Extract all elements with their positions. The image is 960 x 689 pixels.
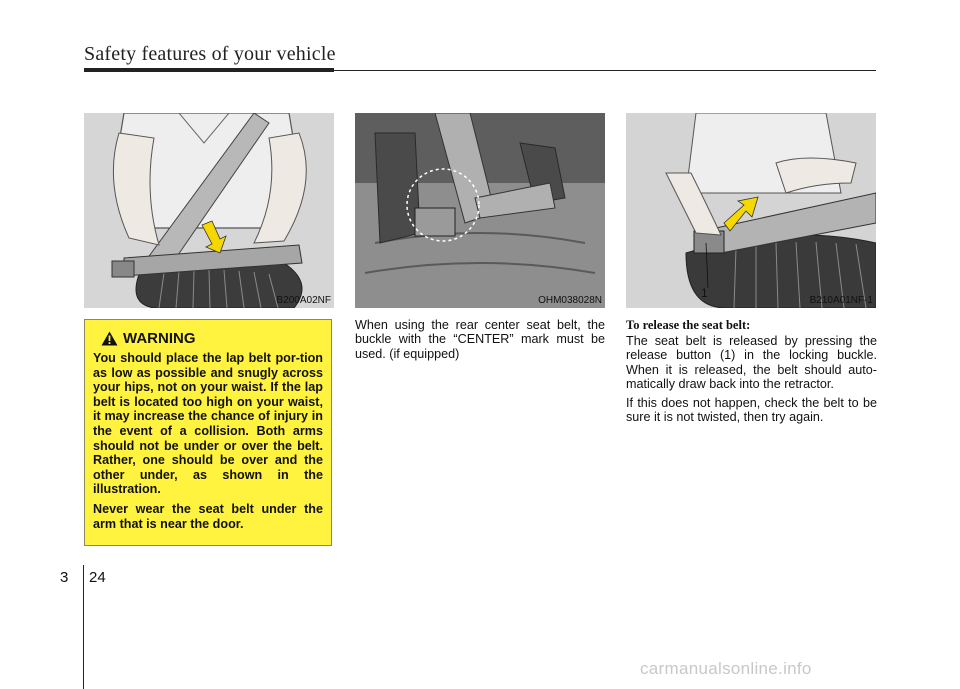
- page-header-title: Safety features of your vehicle: [84, 43, 336, 65]
- figure-code: B200A02NF: [276, 295, 331, 306]
- release-paragraph: If this does not happen, check the belt to be sure it is not twisted, then try again.: [626, 396, 877, 425]
- watermark: carmanualsonline.info: [640, 659, 812, 678]
- header-rule-thin: [334, 70, 876, 71]
- chapter-number: 3: [60, 569, 69, 586]
- warning-title: WARNING: [123, 330, 196, 347]
- warning-triangle-icon: [101, 331, 118, 346]
- figure-code: OHM038028N: [538, 295, 602, 306]
- page-number: 24: [89, 569, 106, 586]
- release-button-callout: 1: [701, 286, 708, 300]
- figure-code: B210A01NF-1: [809, 295, 873, 306]
- center-buckle-illustration: [355, 113, 605, 308]
- warning-paragraph: Never wear the seat belt under the arm that is near the door.: [93, 501, 323, 531]
- lap-belt-illustration: [84, 113, 334, 308]
- release-paragraph: The seat belt is released by pressing the release button (1) in the locking buckle. When it is released, the belt should auto-matically draw back into the retractor.: [626, 334, 877, 392]
- figure-center-buckle: [355, 113, 605, 308]
- release-belt-illustration: [626, 113, 876, 308]
- center-belt-note: When using the rear center seat belt, the buckle with the “CENTER” mark must be used. (if equipped): [355, 318, 605, 361]
- warning-box: [84, 319, 332, 546]
- figure-lap-belt: [84, 113, 334, 308]
- warning-header: [101, 330, 323, 347]
- header-rule: [84, 68, 334, 72]
- footer-divider: [83, 565, 84, 689]
- release-heading: To release the seat belt:: [626, 318, 751, 332]
- warning-paragraph: You should place the lap belt por-tion as low as possible and snugly across your hips, not on your waist. If the lap belt is located too high on your waist, it may increase the chance of injury in the event of a collision. Both arms should not be under or over the belt. Rather, one should be over and the other under, as shown in the illustration.: [93, 351, 323, 497]
- figure-release-belt: [626, 113, 876, 308]
